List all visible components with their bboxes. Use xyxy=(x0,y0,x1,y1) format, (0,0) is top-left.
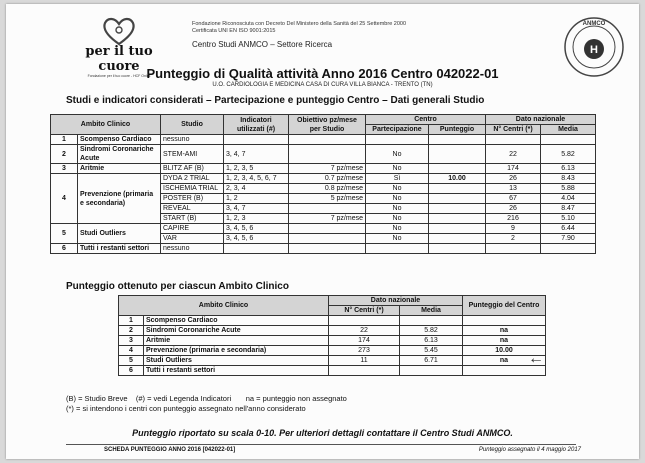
obiettivo-cell: 0.7 pz/mese xyxy=(289,174,366,184)
footer-date: Punteggio assegnato il 4 maggio 2017 xyxy=(478,447,581,453)
obiettivo-cell xyxy=(289,224,366,234)
legend-breve: (B) = Studio Breve xyxy=(66,394,128,403)
page-subtitle: U.O. CARDIOLOGIA E MEDICINA CASA DI CURA VILLA BIANCA - TRENTO (TN) xyxy=(212,82,433,88)
ambito-cell: Studi Outliers xyxy=(78,224,161,244)
indicatori-cell: 3, 4, 5, 6 xyxy=(224,224,289,234)
ncentri-cell xyxy=(329,366,400,376)
ncentri-cell: 26 xyxy=(486,174,541,184)
row-number: 6 xyxy=(51,244,78,254)
media-cell: 4.04 xyxy=(541,194,596,204)
col-dato-nazionale: Dato nazionale xyxy=(329,296,463,306)
row-number: 5 xyxy=(51,224,78,244)
punteggio-cell xyxy=(429,164,486,174)
studio-cell: POSTER (B) xyxy=(161,194,224,204)
ncentri-cell: 22 xyxy=(329,326,400,336)
legend-indicatori: (#) = vedi Legenda Indicatori xyxy=(135,394,232,403)
row-number: 3 xyxy=(119,336,144,346)
partecipazione-cell: No xyxy=(366,184,429,194)
footer-divider xyxy=(66,444,576,445)
footer-sheet-label: SCHEDA PUNTEGGIO ANNO 2016 [042022-01] xyxy=(104,447,236,453)
partecipazione-cell xyxy=(366,135,429,145)
info-line: Certificata UNI EN ISO 9001:2015 xyxy=(192,28,276,34)
indicatori-cell xyxy=(224,135,289,145)
indicatori-cell: 3, 4, 7 xyxy=(224,145,289,164)
obiettivo-cell xyxy=(289,244,366,254)
ambito-cell: Sindromi Coronariche Acute xyxy=(144,326,329,336)
punteggio-cell: na xyxy=(463,336,546,346)
studio-cell: VAR xyxy=(161,234,224,244)
ncentri-cell: 67 xyxy=(486,194,541,204)
ncentri-cell: 174 xyxy=(329,336,400,346)
ambito-cell: Tutti i restanti settori xyxy=(144,366,329,376)
partecipazione-cell xyxy=(366,244,429,254)
row-number: 5 xyxy=(119,356,144,366)
media-cell xyxy=(541,135,596,145)
col-media: Media xyxy=(400,306,463,316)
ncentri-cell: 13 xyxy=(486,184,541,194)
col-dato-nazionale: Dato nazionale xyxy=(486,115,596,125)
media-cell: 7.90 xyxy=(541,234,596,244)
media-cell: 5.82 xyxy=(400,326,463,336)
punteggio-cell: na xyxy=(463,356,546,366)
col-ncentri: N° Centri (*) xyxy=(486,125,541,135)
partecipazione-cell: No xyxy=(366,145,429,164)
legend xyxy=(66,394,347,414)
ambito-cell: Tutti i restanti settori xyxy=(78,244,161,254)
studies-table xyxy=(50,114,596,254)
table-row xyxy=(51,224,596,234)
score-note: Punteggio riportato su scala 0-10. Per ulteriori dettagli contattare il Centro Studi ANMCO. xyxy=(132,428,513,438)
media-cell: 5.10 xyxy=(541,214,596,224)
page-title: Punteggio di Qualità attività Anno 2016 Centro 042022-01 xyxy=(146,66,499,81)
table-row xyxy=(119,346,546,356)
media-cell: 6.13 xyxy=(541,164,596,174)
punteggio-cell: 10.00 xyxy=(429,174,486,184)
table-row xyxy=(119,316,546,326)
ncentri-cell: 216 xyxy=(486,214,541,224)
table-row xyxy=(51,145,596,164)
ambito-cell: Scompenso Cardiaco xyxy=(78,135,161,145)
punteggio-cell: na xyxy=(463,326,546,336)
col-indicatori: Indicatori utilizzati (#) xyxy=(224,115,289,135)
indicatori-cell: 1, 2 xyxy=(224,194,289,204)
media-cell: 5.88 xyxy=(541,184,596,194)
section-heading-studies: Studi e indicatori considerati – Partecipazione e punteggio Centro – Dati generali Studio xyxy=(66,95,485,106)
obiettivo-cell: 7 pz/mese xyxy=(289,164,366,174)
brand-name: per il tuo cuore xyxy=(85,44,153,74)
col-centro: Centro xyxy=(366,115,486,125)
ambito-cell: Studi Outliers xyxy=(144,356,329,366)
col-obiettivo: Obiettivo pz/mese per Studio xyxy=(289,115,366,135)
ncentri-cell: 26 xyxy=(486,204,541,214)
partecipazione-cell: No xyxy=(366,204,429,214)
legend-centri: (*) = si intendono i centri con punteggio assegnato nell'anno considerato xyxy=(66,404,306,413)
table-row xyxy=(51,135,596,145)
scores-table xyxy=(118,295,546,376)
indicatori-cell: 1, 2, 3, 5 xyxy=(224,164,289,174)
row-number: 4 xyxy=(119,346,144,356)
row-number: 4 xyxy=(51,174,78,224)
obiettivo-cell xyxy=(289,204,366,214)
brand-subtitle: Fondazione per il tuo cuore - HCF Onlus xyxy=(87,74,151,78)
media-cell xyxy=(400,366,463,376)
ambito-cell: Aritmie xyxy=(144,336,329,346)
partecipazione-cell: No xyxy=(366,234,429,244)
media-cell xyxy=(400,316,463,326)
ncentri-cell: 2 xyxy=(486,234,541,244)
table-row xyxy=(119,366,546,376)
media-cell xyxy=(541,244,596,254)
row-number: 3 xyxy=(51,164,78,174)
indicatori-cell xyxy=(224,244,289,254)
centro-label: Centro Studi ANMCO – Settore Ricerca xyxy=(192,40,333,49)
partecipazione-cell: No xyxy=(366,164,429,174)
media-cell: 6.71 xyxy=(400,356,463,366)
studies-table-body xyxy=(51,135,596,254)
punteggio-cell xyxy=(429,244,486,254)
row-number: 2 xyxy=(51,145,78,164)
table-row xyxy=(51,174,596,184)
col-ncentri: N° Centri (*) xyxy=(329,306,400,316)
info-line: Fondazione Riconosciuta con Decreto Del Ministero della Sanità del 25 Settembre 2000 xyxy=(192,21,407,27)
ncentri-cell: 9 xyxy=(486,224,541,234)
row-number: 6 xyxy=(119,366,144,376)
table-row xyxy=(119,326,546,336)
partecipazione-cell: No xyxy=(366,194,429,204)
obiettivo-cell xyxy=(289,145,366,164)
obiettivo-cell: 5 pz/mese xyxy=(289,194,366,204)
partecipazione-cell: No xyxy=(366,224,429,234)
media-cell: 6.13 xyxy=(400,336,463,346)
obiettivo-cell xyxy=(289,135,366,145)
ncentri-cell: 174 xyxy=(486,164,541,174)
studio-cell: ISCHEMIA TRIAL xyxy=(161,184,224,194)
partecipazione-cell: Sì xyxy=(366,174,429,184)
studio-cell: nessuno xyxy=(161,244,224,254)
ambito-cell: Sindromi Coronariche Acute xyxy=(78,145,161,164)
media-cell: 6.44 xyxy=(541,224,596,234)
punteggio-cell xyxy=(429,194,486,204)
obiettivo-cell: 0.8 pz/mese xyxy=(289,184,366,194)
ncentri-cell xyxy=(486,244,541,254)
row-number: 1 xyxy=(51,135,78,145)
indicatori-cell: 1, 2, 3, 4, 5, 6, 7 xyxy=(224,174,289,184)
studio-cell: DYDA 2 TRIAL xyxy=(161,174,224,184)
ncentri-cell: 22 xyxy=(486,145,541,164)
col-punteggio: Punteggio xyxy=(429,125,486,135)
obiettivo-cell xyxy=(289,234,366,244)
ncentri-cell xyxy=(329,316,400,326)
media-cell: 5.82 xyxy=(541,145,596,164)
document-page xyxy=(6,4,639,459)
arrow-left-icon: ← xyxy=(528,350,544,367)
punteggio-cell xyxy=(463,316,546,326)
studio-cell: CAPIRE xyxy=(161,224,224,234)
col-punteggio-centro: Punteggio del Centro xyxy=(463,296,546,316)
partecipazione-cell: No xyxy=(366,214,429,224)
punteggio-cell xyxy=(429,145,486,164)
ambito-cell: Scompenso Cardiaco xyxy=(144,316,329,326)
punteggio-cell: 10.00 xyxy=(463,346,546,356)
indicatori-cell: 3, 4, 5, 6 xyxy=(224,234,289,244)
svg-text:H: H xyxy=(590,44,598,56)
section-heading-scores: Punteggio ottenuto per ciascun Ambito Clinico xyxy=(66,281,289,292)
studio-cell: STEM-AMI xyxy=(161,145,224,164)
table-row xyxy=(51,244,596,254)
ambito-cell: Aritmie xyxy=(78,164,161,174)
punteggio-cell xyxy=(429,135,486,145)
ambito-cell: Prevenzione (primaria e secondaria) xyxy=(78,174,161,224)
studio-cell: BLITZ AF (B) xyxy=(161,164,224,174)
indicatori-cell: 2, 3, 4 xyxy=(224,184,289,194)
col-studio: Studio xyxy=(161,115,224,135)
row-number: 2 xyxy=(119,326,144,336)
studio-cell: REVEAL xyxy=(161,204,224,214)
table-row xyxy=(51,164,596,174)
punteggio-cell xyxy=(429,204,486,214)
svg-text:ANMCO: ANMCO xyxy=(582,21,606,27)
table-row xyxy=(119,336,546,346)
col-partecipazione: Partecipazione xyxy=(366,125,429,135)
media-cell: 8.43 xyxy=(541,174,596,184)
heart-icon xyxy=(102,16,136,46)
indicatori-cell: 1, 2, 3 xyxy=(224,214,289,224)
ncentri-cell: 11 xyxy=(329,356,400,366)
legend-na: na = punteggio non assegnato xyxy=(245,394,347,403)
col-ambito: Ambito Clinico xyxy=(119,296,329,316)
punteggio-cell xyxy=(429,234,486,244)
studio-cell: nessuno xyxy=(161,135,224,145)
media-cell: 5.45 xyxy=(400,346,463,356)
media-cell: 8.47 xyxy=(541,204,596,214)
col-ambito: Ambito Clinico xyxy=(51,115,161,135)
punteggio-cell xyxy=(429,214,486,224)
punteggio-cell xyxy=(429,184,486,194)
scores-table-body xyxy=(119,316,546,376)
header-info xyxy=(192,21,406,35)
ncentri-cell: 273 xyxy=(329,346,400,356)
ambito-cell: Prevenzione (primaria e secondaria) xyxy=(144,346,329,356)
table-row xyxy=(119,356,546,366)
ncentri-cell xyxy=(486,135,541,145)
col-media: Media xyxy=(541,125,596,135)
obiettivo-cell: 7 pz/mese xyxy=(289,214,366,224)
punteggio-cell xyxy=(429,224,486,234)
row-number: 1 xyxy=(119,316,144,326)
indicatori-cell: 3, 4, 7 xyxy=(224,204,289,214)
studio-cell: START (B) xyxy=(161,214,224,224)
